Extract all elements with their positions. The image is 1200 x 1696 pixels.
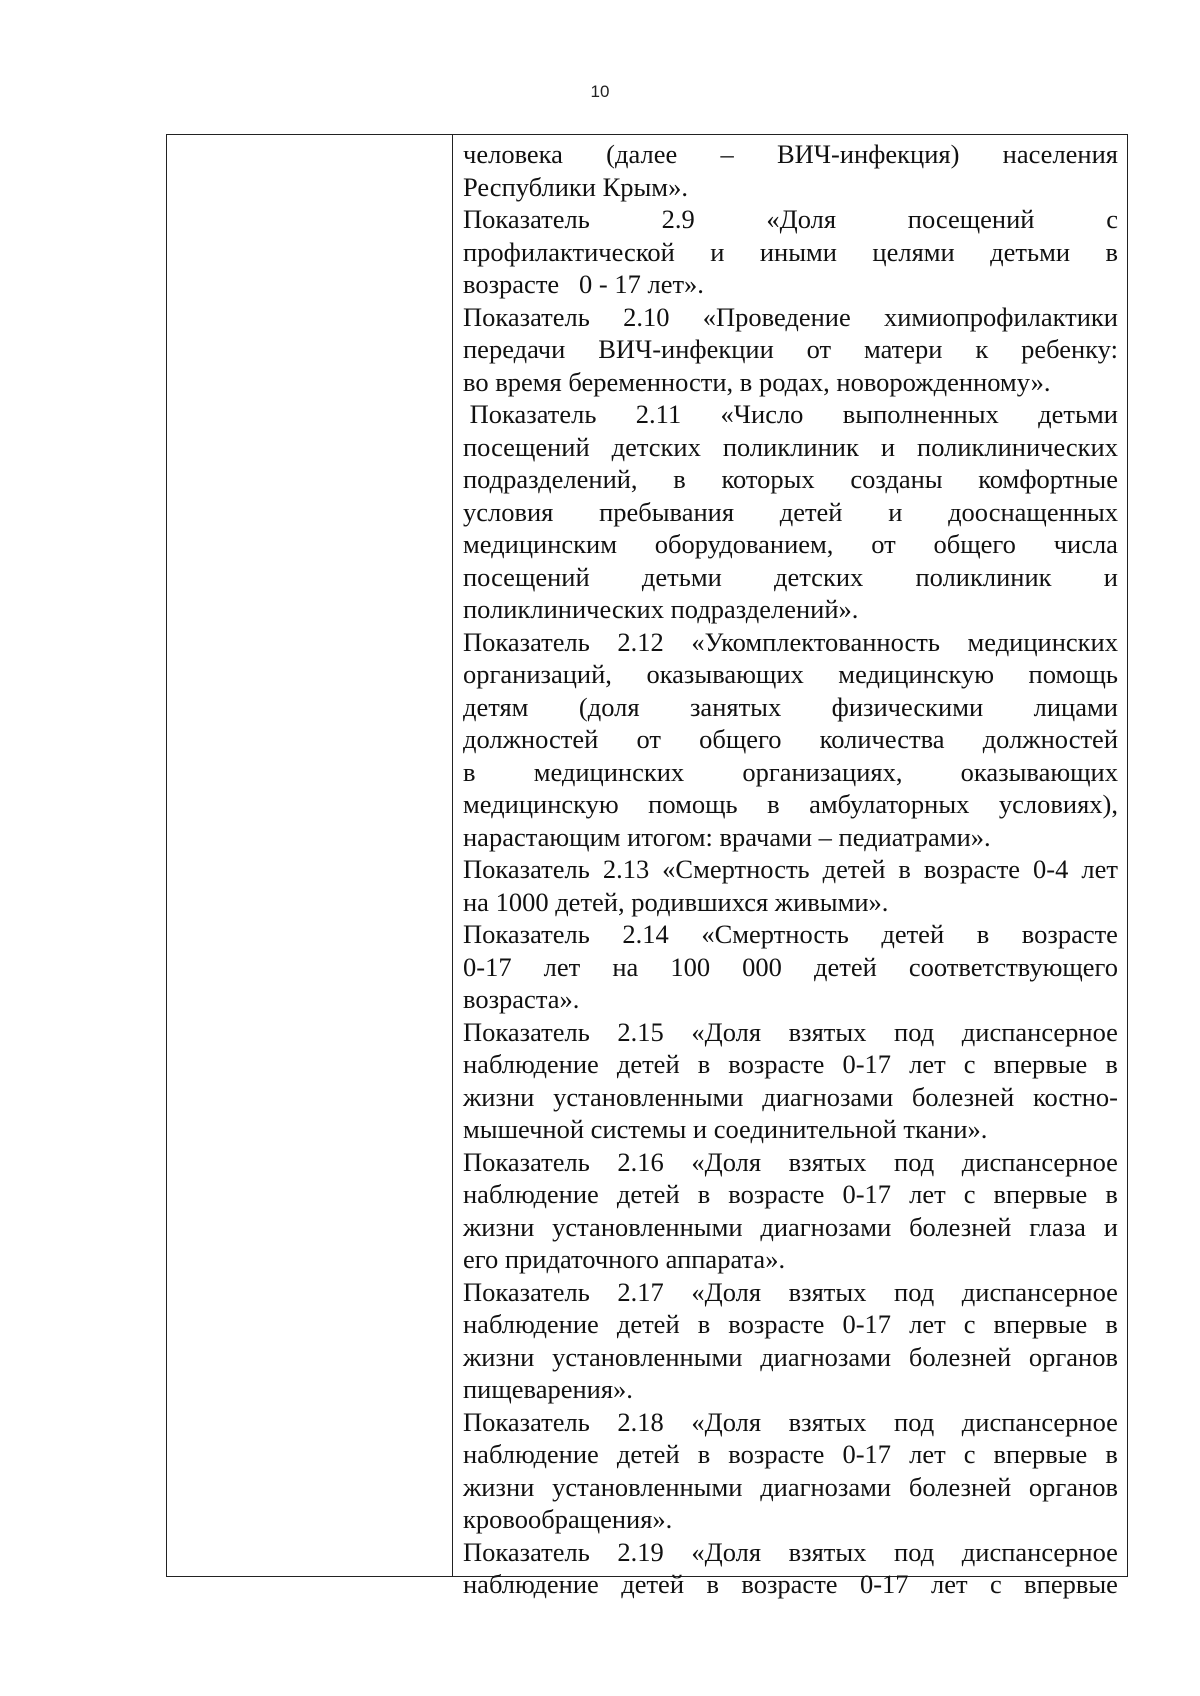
table-left-cell — [167, 135, 452, 1576]
text-line — [463, 1373, 1118, 1406]
text-word: впервые — [993, 1049, 1088, 1079]
text-word: созданы — [850, 464, 943, 494]
text-word: «Укомплектованность — [691, 626, 940, 657]
text-word: ребенку: — [1021, 334, 1118, 364]
text-line — [463, 1406, 1118, 1439]
text-word: помощь — [648, 789, 738, 819]
text-word: нарастающим итогом: врачами – педиатрами». — [463, 821, 991, 852]
text-word: впервые — [993, 1309, 1088, 1339]
text-word: «Доля — [766, 204, 837, 234]
text-word: общего — [699, 724, 782, 754]
text-line — [463, 333, 1118, 366]
text-word: амбулаторных — [809, 789, 970, 819]
text-word: 0-4 — [1033, 854, 1069, 884]
text-word: глаза — [1029, 1211, 1086, 1242]
text-word: Показатель — [463, 1016, 590, 1047]
text-word: взятых — [788, 1276, 867, 1307]
text-line — [463, 788, 1118, 821]
text-word: поликлиник — [915, 561, 1052, 592]
text-line — [463, 463, 1118, 496]
text-word: «Смертность — [662, 854, 810, 884]
text-word: с — [1106, 204, 1118, 234]
text-word: в — [697, 1309, 711, 1339]
text-word: в — [1105, 1179, 1118, 1209]
text-word: выполненных — [842, 399, 999, 429]
text-word: диагнозами — [760, 1341, 892, 1372]
text-word: 2.11 — [635, 399, 682, 429]
text-word: и — [888, 496, 903, 527]
text-word: диспансерное — [961, 1406, 1118, 1437]
text-word: детей — [616, 1179, 680, 1209]
text-word: от — [636, 724, 661, 754]
text-word: 2.17 — [617, 1276, 664, 1307]
text-word: Показатель — [463, 626, 590, 657]
text-word: возрасте — [923, 854, 1021, 884]
text-word: «Доля — [691, 1276, 762, 1307]
text-word: на 1000 детей, родившихся живыми». — [463, 886, 889, 917]
text-word: поликлиник — [722, 431, 859, 462]
text-word: 0-17 — [859, 1569, 909, 1599]
text-line — [463, 1243, 1118, 1276]
text-line — [463, 983, 1118, 1016]
text-word: поликлинических — [917, 431, 1118, 462]
text-line — [463, 561, 1118, 594]
text-word: жизни — [463, 1081, 535, 1112]
text-word: взятых — [788, 1406, 867, 1437]
text-word: 2.15 — [617, 1016, 664, 1047]
text-line — [463, 1178, 1118, 1211]
text-word: детских — [611, 431, 701, 462]
text-word: которых — [721, 464, 815, 494]
text-word: детей — [616, 1049, 680, 1079]
text-word: лет — [909, 1049, 946, 1079]
text-word: числа — [1053, 529, 1118, 559]
text-word: в — [1105, 1049, 1118, 1079]
text-word: возрасте — [741, 1569, 838, 1599]
text-word: организациях, — [742, 756, 903, 787]
text-word: посещений — [907, 204, 1035, 234]
text-word: детей — [814, 951, 877, 982]
text-word: 0-17 — [842, 1049, 892, 1079]
text-word: диспансерное — [961, 1276, 1118, 1307]
text-word: под — [894, 1146, 935, 1177]
text-line — [463, 1536, 1118, 1569]
text-word: в — [767, 789, 780, 819]
text-word: «Доля — [691, 1536, 762, 1567]
text-line — [463, 886, 1118, 919]
text-word: лет — [543, 951, 581, 982]
text-word: 2.14 — [622, 919, 669, 949]
text-line — [463, 1211, 1118, 1244]
text-word: взятых — [788, 1536, 867, 1567]
text-line — [463, 1081, 1118, 1114]
text-word: детей — [621, 1569, 685, 1599]
text-word: в — [898, 854, 911, 884]
text-word: диспансерное — [961, 1536, 1118, 1567]
text-word: под — [894, 1016, 935, 1047]
text-word: Показатель — [463, 1276, 590, 1307]
text-word: условиях), — [998, 789, 1118, 819]
text-line — [463, 528, 1118, 561]
text-word: с — [963, 1179, 976, 1209]
text-line — [463, 756, 1118, 789]
text-word: посещений — [463, 561, 590, 592]
text-word: наблюдение — [463, 1309, 599, 1339]
text-word: детей — [616, 1439, 680, 1469]
text-word: возрасте — [728, 1049, 825, 1079]
text-line — [463, 1113, 1118, 1146]
text-word: его придаточного аппарата». — [463, 1244, 786, 1274]
text-word: пищеварения». — [463, 1374, 633, 1404]
text-word: (далее — [606, 139, 678, 169]
text-word: передачи — [463, 334, 566, 364]
text-line — [463, 171, 1118, 204]
page-number: 10 — [590, 82, 610, 101]
text-word: Показатель — [463, 1406, 590, 1437]
text-line — [463, 301, 1118, 334]
text-word: 100 — [670, 951, 711, 982]
text-line — [463, 366, 1118, 399]
text-word: и — [880, 431, 896, 462]
text-line — [463, 691, 1118, 724]
text-word: занятых — [689, 691, 782, 722]
text-word: детьми — [990, 236, 1071, 267]
text-word: наблюдение — [463, 1439, 599, 1469]
text-word: поликлинических подразделений». — [463, 594, 859, 624]
text-word: ВИЧ-инфекции — [598, 334, 774, 364]
text-word: с — [963, 1049, 976, 1079]
text-word: профилактической — [463, 236, 675, 267]
text-word: диагнозами — [760, 1211, 892, 1242]
text-word: человека — [463, 139, 563, 169]
text-word: лет — [909, 1439, 946, 1469]
text-word: помощь — [1028, 659, 1118, 689]
text-word: в — [673, 464, 686, 494]
text-line — [463, 431, 1118, 464]
text-word: «Проведение — [702, 301, 851, 332]
text-word: установленными — [552, 1211, 743, 1242]
text-word: детей — [616, 1309, 680, 1339]
text-word: Показатель — [463, 1536, 590, 1567]
text-word: медицинских — [967, 626, 1118, 657]
text-word: 0-17 — [842, 1309, 892, 1339]
text-line — [463, 203, 1118, 236]
text-line — [463, 1016, 1118, 1049]
text-line — [463, 593, 1118, 626]
text-word: во время беременности, в родах, новорожденному». — [463, 366, 1051, 397]
text-word: с — [989, 1569, 1002, 1599]
text-line — [463, 918, 1118, 951]
text-word: впервые — [1024, 1569, 1118, 1599]
text-word: в — [706, 1569, 719, 1599]
text-word: взятых — [788, 1146, 867, 1177]
text-word: диспансерное — [961, 1146, 1118, 1177]
text-word: комфортные — [978, 464, 1118, 494]
text-word: в — [697, 1179, 711, 1209]
text-word: детьми — [1038, 399, 1118, 429]
text-word: болезней — [908, 1471, 1012, 1502]
text-line — [463, 626, 1118, 659]
text-word: от — [806, 334, 832, 364]
text-line — [463, 236, 1118, 269]
text-word: 0-17 — [842, 1179, 892, 1209]
text-word: установленными — [552, 1471, 743, 1502]
text-word: 2.10 — [623, 301, 670, 332]
text-word: ВИЧ-инфекция) — [776, 139, 960, 169]
text-word: в — [1105, 1309, 1118, 1339]
text-word: жизни — [463, 1471, 535, 1502]
text-word: возрасте — [728, 1179, 825, 1209]
text-word: органов — [1028, 1341, 1118, 1372]
text-word: 0-17 — [463, 951, 512, 982]
text-word: диагнозами — [762, 1081, 894, 1112]
text-word: с — [963, 1439, 976, 1469]
text-word: детям — [463, 691, 529, 722]
text-word: «Число — [720, 399, 804, 429]
text-word: соответствующего — [908, 951, 1118, 982]
text-word: диспансерное — [961, 1016, 1118, 1047]
text-word: должностей — [982, 724, 1118, 754]
text-line — [463, 268, 1118, 301]
text-word: медицинскую — [463, 789, 619, 819]
text-word: кровообращения». — [463, 1504, 673, 1534]
text-word: – — [720, 139, 734, 169]
text-word: возрасте — [728, 1439, 825, 1469]
text-word: возрасте — [1021, 919, 1118, 949]
text-word: целями — [872, 236, 955, 267]
text-word: под — [894, 1536, 935, 1567]
text-word: физическими — [831, 691, 984, 722]
text-word: под — [894, 1406, 935, 1437]
text-word: Показатель — [463, 399, 597, 429]
text-line — [463, 1471, 1118, 1504]
text-word: детей — [822, 854, 886, 884]
text-word: оказывающих — [646, 659, 804, 689]
text-line — [463, 1503, 1118, 1536]
text-word: болезней — [911, 1081, 1015, 1112]
text-word: Республики Крым». — [463, 171, 688, 202]
text-word: населения — [1002, 139, 1118, 169]
text-word: жизни — [463, 1341, 535, 1372]
text-line — [463, 1048, 1118, 1081]
text-word: детских — [774, 561, 864, 592]
text-word: взятых — [788, 1016, 867, 1047]
text-word: в — [697, 1049, 711, 1079]
text-word: мышечной системы и соединительной ткани». — [463, 1114, 988, 1144]
text-word: Показатель — [463, 854, 590, 884]
text-line — [463, 821, 1118, 854]
text-word: медицинскую — [838, 659, 994, 689]
text-word: иными — [759, 236, 837, 267]
text-word: лет — [1081, 854, 1118, 884]
text-word: в — [463, 756, 476, 787]
text-word: возраста». — [463, 984, 580, 1014]
text-word: установленными — [552, 1341, 743, 1372]
text-word: оборудованием, — [654, 529, 834, 559]
text-word: оказывающих — [960, 756, 1118, 787]
text-word: количества — [819, 724, 945, 754]
text-word: в — [1105, 236, 1118, 267]
text-word: впервые — [993, 1179, 1088, 1209]
text-line — [463, 1568, 1118, 1601]
text-word: возрасте 0 - 17 лет». — [463, 269, 704, 299]
text-word: 2.16 — [617, 1146, 664, 1177]
text-word: органов — [1028, 1471, 1118, 1502]
text-word: впервые — [993, 1439, 1088, 1469]
text-word: Показатель — [463, 204, 590, 234]
text-word: наблюдение — [463, 1569, 599, 1599]
text-line — [463, 951, 1118, 984]
table-right-cell — [463, 138, 1118, 1601]
text-line — [463, 398, 1118, 431]
text-word: общего — [933, 529, 1016, 559]
text-word: детей — [779, 496, 843, 527]
text-word: костно- — [1032, 1081, 1118, 1112]
text-word: и — [1103, 1211, 1118, 1242]
text-word: 2.9 — [661, 204, 695, 234]
text-word: возрасте — [728, 1309, 825, 1339]
text-word: «Смертность — [701, 919, 849, 949]
text-word: 2.18 — [617, 1406, 664, 1437]
text-line — [463, 496, 1118, 529]
text-word: 0-17 — [842, 1439, 892, 1469]
text-word: под — [894, 1276, 935, 1307]
text-word: болезней — [908, 1341, 1012, 1372]
text-word: и — [1103, 561, 1118, 592]
text-word: Показатель — [463, 1146, 590, 1177]
text-word: диагнозами — [760, 1471, 892, 1502]
text-word: в — [697, 1439, 711, 1469]
text-line — [463, 1341, 1118, 1374]
text-word: «Доля — [691, 1016, 762, 1047]
text-word: «Доля — [691, 1406, 762, 1437]
text-word: матери — [864, 334, 943, 364]
text-word: лет — [930, 1569, 968, 1599]
text-line — [463, 1308, 1118, 1341]
text-word: детьми — [641, 561, 722, 592]
text-word: лет — [909, 1309, 946, 1339]
text-word: болезней — [909, 1211, 1012, 1242]
text-word: детей — [881, 919, 945, 949]
text-word: Показатель — [463, 301, 590, 332]
text-word: медицинских — [533, 756, 685, 787]
text-word: организаций, — [463, 659, 612, 689]
text-word: от — [871, 529, 896, 559]
column-divider — [452, 134, 453, 1577]
text-word: 000 — [742, 951, 782, 982]
text-word: посещений — [463, 431, 590, 462]
text-line — [463, 1146, 1118, 1179]
text-word: и — [710, 236, 725, 267]
text-word: наблюдение — [463, 1179, 599, 1209]
text-word: химиопрофилактики — [883, 301, 1118, 332]
text-word: условия — [463, 496, 554, 527]
text-line — [463, 853, 1118, 886]
text-line — [463, 138, 1118, 171]
text-word: подразделений, — [463, 464, 638, 494]
text-line — [463, 658, 1118, 691]
text-word: установленными — [553, 1081, 744, 1112]
text-word: к — [975, 334, 989, 364]
text-line — [463, 723, 1118, 756]
text-line — [463, 1438, 1118, 1471]
text-word: в — [976, 919, 990, 949]
text-word: (доля — [578, 691, 640, 722]
text-word: наблюдение — [463, 1049, 599, 1079]
text-word: дооснащенных — [948, 496, 1118, 527]
text-word: 2.12 — [617, 626, 664, 657]
text-word: лицами — [1033, 691, 1118, 722]
text-word: Показатель — [463, 919, 590, 949]
text-word: 2.19 — [617, 1536, 664, 1567]
text-word: 2.13 — [602, 854, 650, 884]
text-word: пребывания — [599, 496, 735, 527]
text-line — [463, 1276, 1118, 1309]
text-word: жизни — [463, 1211, 535, 1242]
text-word: с — [963, 1309, 976, 1339]
text-word: «Доля — [691, 1146, 762, 1177]
text-word: на — [612, 951, 639, 982]
text-word: медицинским — [463, 529, 617, 559]
text-word: должностей — [463, 724, 599, 754]
text-word: в — [1105, 1439, 1118, 1469]
text-word: лет — [909, 1179, 946, 1209]
